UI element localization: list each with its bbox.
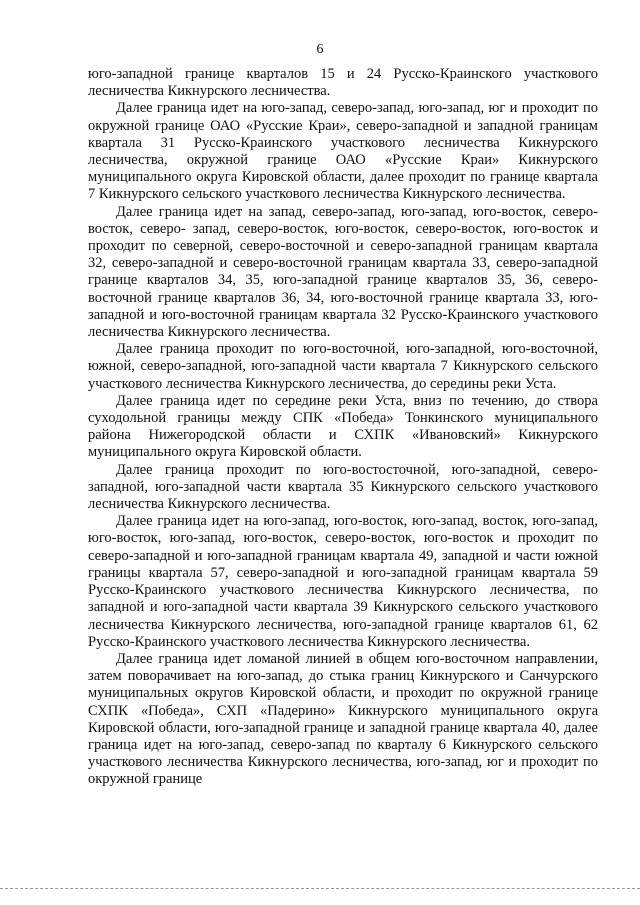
document-body [88,66,598,789]
paragraph-7: Далее граница идет на юго-запад, юго-восток, юго-запад, восток, юго-запад, юго-восток, юго-запад, юго-восток, северо-восток, юго-восток и проходит по северо-западной и юго-западной границам квартала 49, западной и части южной границы квартала 57, северо-западной и юго-западной границам квартала 59 Русско-Краинского участкового лесничества Кикнурского лесничества, по западной и юго-западной части квартала 39 Кикнурского сельского участкового лесничества Кикнурского лесничества, юго-западной границе кварталов 61, 62 Русско-Краинского участкового лесничества Кикнурского лесничества. [88,513,598,650]
page-bottom-divider [0,888,640,889]
paragraph-1: юго-западной границе кварталов 15 и 24 Русско-Краинского участкового лесничества Кикнурского лесничества. [88,66,598,100]
paragraph-8: Далее граница идет ломаной линией в общем юго-восточном направлении, затем поворачивает на юго-запад, до стыка границ Кикнурского и Санчурского муниципальных округов Кировской области, и проходит по окружной границе СХПК «Победа», СХП «Падерино» Кикнурского муниципального округа Кировской области, юго-западной границе и западной границе квартала 40, далее граница идет на юго-запад, северо-запад по кварталу 6 Кикнурского сельского участкового лесничества Кикнурского лесничества, юго-запад, юг и проходит по окружной границе [88,650,598,788]
paragraph-2: Далее граница идет на юго-запад, северо-запад, юго-запад, юг и проходит по окружной границе ОАО «Русские Краи», северо-западной и западной границам квартала 31 Русско-Краинского участкового лесничества Кикнурского лесничества, окружной границе ОАО «Русские Краи» Кикнурского муниципального округа Кировской области, далее проходит по границе квартала 7 Кикнурского сельского участкового лесничества Кикнурского лесничества. [88,100,598,203]
paragraph-5: Далее граница идет по середине реки Уста, вниз по течению, до створа суходольной границы между СПК «Победа» Тонкинского муниципального района Нижегородской области и СХПК «Ивановский» Кикнурского муниципального округа Кировской области. [88,392,598,461]
paragraph-3: Далее граница идет на запад, северо-запад, юго-запад, юго-восток, северо-восток, северо- запад, северо-восток, юго-восток, северо-восток, юго-восток и проходит по северной, северо-восточной и северо-западной границам квартала 32, северо-западной и северо-восточной границам квартала 33, северо-западной границе кварталов 34, 35, юго-западной границе кварталов 35, 36, северо-восточной границе кварталов 36, 34, юго-восточной границе квартала 33, юго-западной и юго-восточной границам квартала 32 Русско-Краинского участкового лесничества Кикнурского лесничества. [88,203,598,341]
paragraph-4: Далее граница проходит по юго-восточной, юго-западной, юго-восточной, южной, северо-западной, юго-западной части квартала 7 Кикнурского сельского участкового лесничества Кикнурского лесничества, до середины реки Уста. [88,341,598,392]
paragraph-6: Далее граница проходит по юго-востосточной, юго-западной, северо-западной, юго-западной части квартала 35 Кикнурского сельского участкового лесничества Кикнурского лесничества. [88,461,598,513]
page-number: 6 [316,42,324,57]
